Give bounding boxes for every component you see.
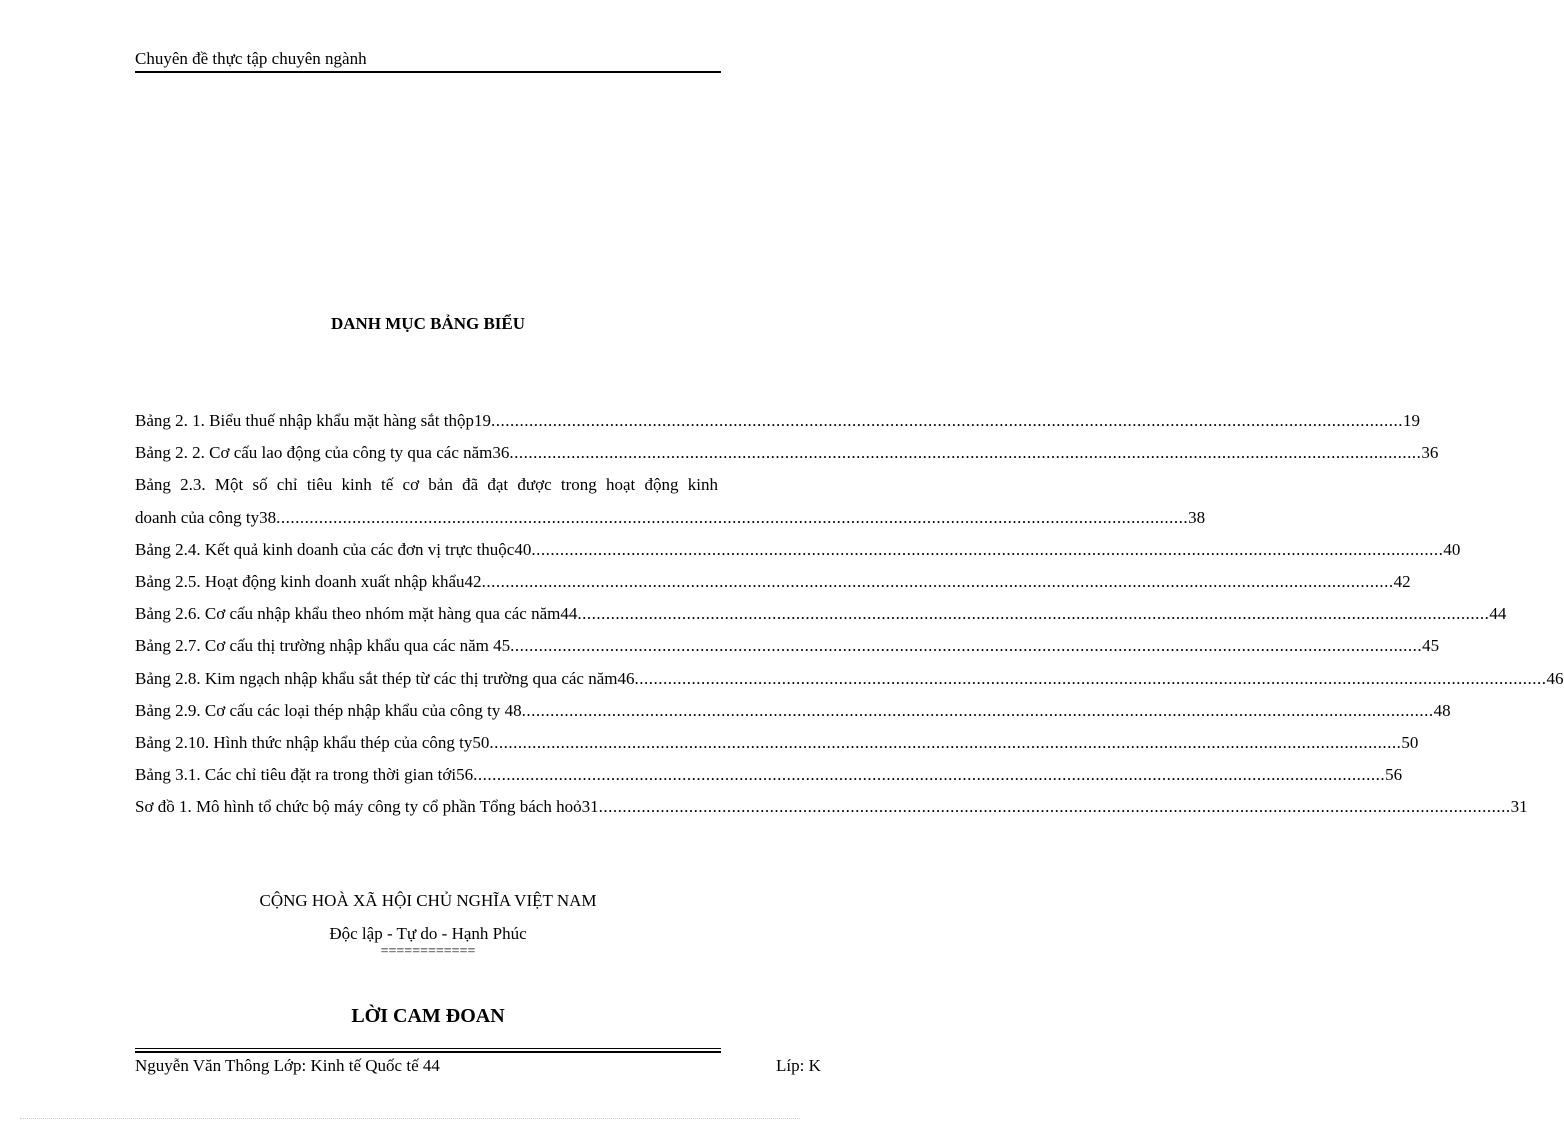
footer-class-label: Líp: K bbox=[776, 1056, 821, 1075]
motto: Độc lập - Tự do - Hạnh Phúc bbox=[329, 924, 527, 943]
toc-entry-text: Bảng 2.7. Cơ cấu thị trường nhập khẩu qua các năm 45 bbox=[135, 636, 511, 656]
toc-leader-dots bbox=[531, 534, 1443, 566]
toc-title: DANH MỤC BẢNG BIỂU bbox=[330, 314, 526, 333]
toc-entry-text: Bảng 2.3. Một số chỉ tiêu kinh tế cơ bản đã đạt được trong hoạt động kinh bbox=[135, 475, 718, 495]
table-of-contents bbox=[135, 405, 1564, 824]
toc-entry-page: 46 bbox=[1546, 668, 1564, 688]
toc-entry-text: Bảng 2.5. Hoạt động kinh doanh xuất nhập khẩu42 bbox=[135, 572, 482, 592]
decorative-separator: ============ bbox=[380, 944, 476, 959]
nation-heading: CỘNG HOÀ XÃ HỘI CHỦ NGHĨA VIỆT NAM bbox=[259, 891, 597, 910]
toc-leader-dots bbox=[635, 663, 1547, 695]
toc-leader-dots bbox=[510, 630, 1422, 662]
toc-entry[interactable] bbox=[135, 759, 1403, 791]
toc-entry-text: Bảng 3.1. Các chỉ tiêu đặt ra trong thời gian tới56 bbox=[135, 765, 474, 785]
page-bottom-divider bbox=[20, 1118, 800, 1119]
toc-leader-dots bbox=[577, 598, 1489, 630]
toc-entry[interactable] bbox=[135, 437, 1439, 469]
toc-entry[interactable] bbox=[135, 469, 1206, 533]
toc-entry-continuation bbox=[135, 502, 1206, 534]
toc-entry-text: Bảng 2.9. Cơ cấu các loại thép nhập khẩu của công ty 48 bbox=[135, 700, 522, 720]
toc-entry-text: Bảng 2.4. Kết quả kinh doanh của các đơn vị trực thuộc40 bbox=[135, 539, 532, 559]
toc-entry-text: Bảng 2.8. Kim ngạch nhập khẩu sắt thép từ các thị trường qua các năm46 bbox=[135, 668, 635, 688]
toc-entry[interactable] bbox=[135, 630, 1440, 662]
toc-entry-text: Bảng 2. 2. Cơ cấu lao động của công ty qua các năm36 bbox=[135, 443, 510, 463]
toc-entry[interactable] bbox=[135, 727, 1419, 759]
toc-leader-dots bbox=[489, 727, 1401, 759]
toc-entry-page: 42 bbox=[1393, 572, 1411, 592]
toc-entry[interactable] bbox=[135, 405, 1420, 437]
toc-leader-dots bbox=[491, 405, 1403, 437]
toc-entry-text: Sơ đồ 1. Mô hình tổ chức bộ máy công ty cổ phần Tổng bách hoỏ31 bbox=[135, 797, 599, 817]
toc-entry-page: 48 bbox=[1433, 700, 1451, 720]
commitment-title: LỜI CAM ĐOAN bbox=[351, 1005, 505, 1027]
toc-leader-dots bbox=[276, 502, 1188, 534]
page-footer: Nguyễn Văn Thông Lớp: Kinh tế Quốc tế 44 bbox=[135, 1056, 440, 1075]
toc-entry-text: Bảng 2.6. Cơ cấu nhập khẩu theo nhóm mặt hàng qua các năm44 bbox=[135, 604, 578, 624]
toc-entry-page: 44 bbox=[1489, 604, 1507, 624]
toc-entry-text: doanh của công ty38 bbox=[135, 507, 277, 527]
toc-entry[interactable] bbox=[135, 534, 1461, 566]
toc-entry[interactable] bbox=[135, 566, 1411, 598]
toc-entry-page: 45 bbox=[1422, 636, 1440, 656]
toc-entry[interactable] bbox=[135, 791, 1528, 823]
page-header bbox=[135, 48, 721, 73]
toc-entry[interactable] bbox=[135, 663, 1564, 695]
toc-entry-page: 56 bbox=[1385, 765, 1403, 785]
header-text: Chuyên đề thực tập chuyên ngành bbox=[135, 49, 367, 68]
toc-leader-dots bbox=[473, 759, 1385, 791]
toc-leader-dots bbox=[482, 566, 1394, 598]
toc-entry-page: 50 bbox=[1401, 733, 1419, 753]
toc-entry[interactable] bbox=[135, 695, 1451, 727]
footer-rule bbox=[135, 1048, 721, 1053]
toc-entry[interactable] bbox=[135, 598, 1507, 630]
toc-entry-text: Bảng 2. 1. Biểu thuế nhập khẩu mặt hàng sắt thộp19 bbox=[135, 411, 491, 430]
toc-entry-page: 38 bbox=[1188, 507, 1206, 527]
toc-entry-page: 36 bbox=[1421, 443, 1439, 463]
toc-leader-dots bbox=[522, 695, 1434, 727]
toc-entry-page: 31 bbox=[1510, 797, 1528, 817]
toc-leader-dots bbox=[509, 437, 1421, 469]
toc-entry-page: 19 bbox=[1403, 411, 1420, 430]
toc-leader-dots bbox=[599, 791, 1511, 823]
toc-entry-page: 40 bbox=[1443, 539, 1461, 559]
toc-entry-text: Bảng 2.10. Hình thức nhập khẩu thép của công ty50 bbox=[135, 733, 490, 753]
